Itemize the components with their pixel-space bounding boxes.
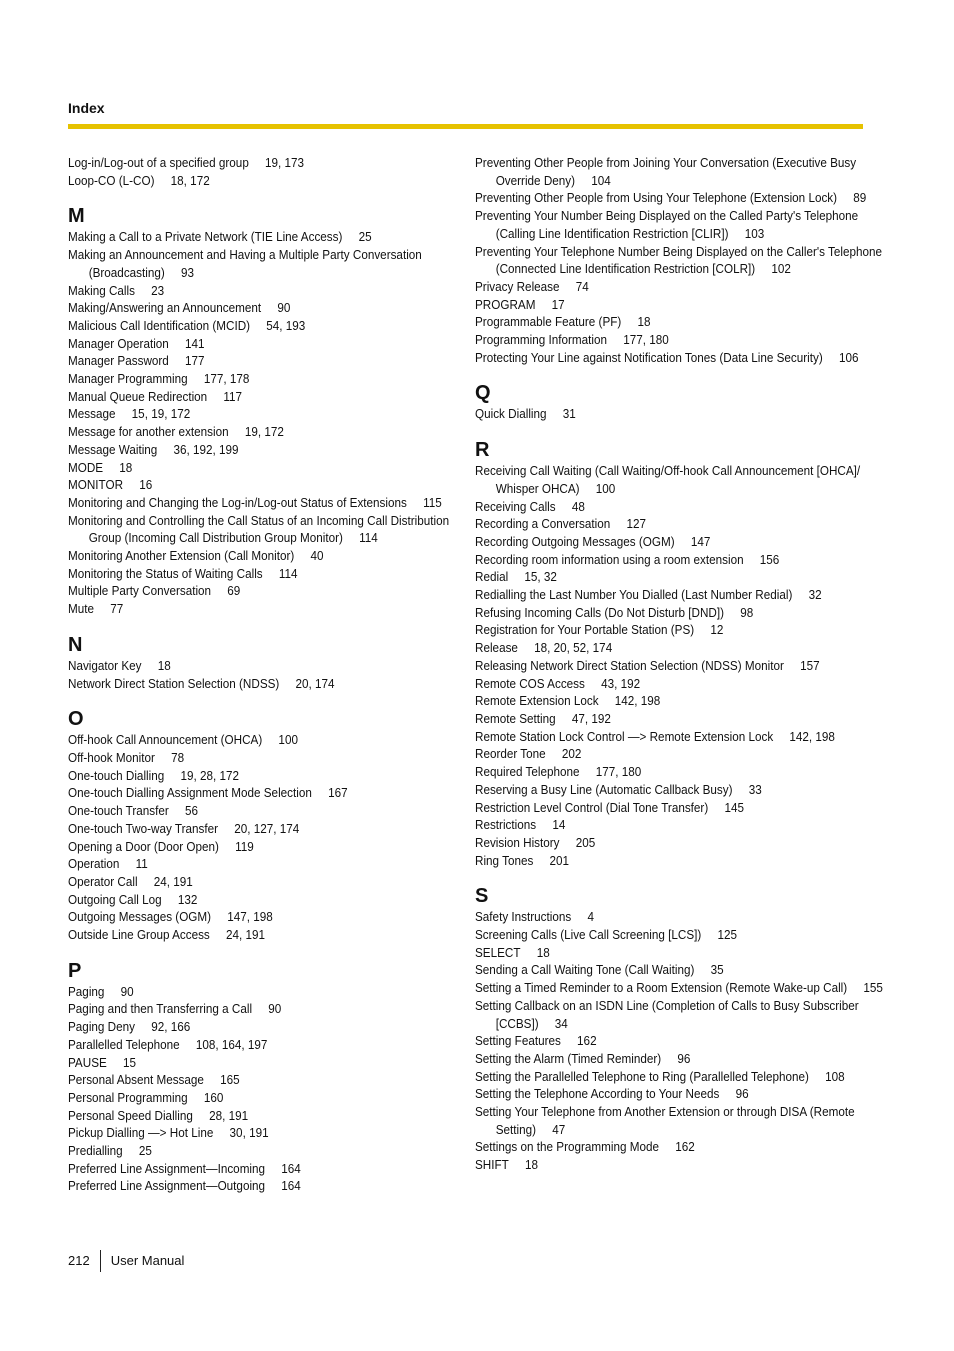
index-entry-term: Releasing Network Direct Station Selection (NDSS) Monitor <box>475 657 784 673</box>
index-entry <box>68 246 473 281</box>
index-entry-term: Network Direct Station Selection (NDSS) <box>68 675 280 691</box>
index-entry-pages[interactable]: 177, 178 <box>203 371 250 387</box>
index-entry-pages[interactable]: 16 <box>139 477 153 493</box>
index-entry-term: Safety Instructions <box>475 909 572 925</box>
index-entry-term: Quick Dialling <box>475 406 547 422</box>
index-entry-term: Pickup Dialling —> Hot Line <box>68 1125 214 1141</box>
index-entry-term: Restrictions <box>475 817 537 833</box>
index-entry <box>475 997 885 1032</box>
index-entry <box>68 1054 473 1072</box>
index-entry-term: Message Waiting <box>68 441 158 457</box>
index-entry-term: Setting the Telephone According to Your Needs <box>475 1086 720 1102</box>
index-entry <box>68 1107 473 1125</box>
index-entry-pages[interactable]: 164 <box>281 1178 301 1194</box>
index-entry-term: Required Telephone <box>475 764 580 780</box>
index-entry-pages[interactable]: 19, 173 <box>265 155 305 170</box>
index-entry <box>475 604 885 622</box>
index-entry <box>68 908 473 926</box>
index-entry <box>475 568 885 586</box>
index-column-right <box>475 154 883 1174</box>
index-entry-pages[interactable]: 18 <box>525 1157 539 1173</box>
index-entry <box>475 154 885 189</box>
index-entry-pages[interactable]: 164 <box>281 1160 301 1176</box>
page-footer <box>68 1250 184 1272</box>
index-entry-term: Restriction Level Control (Dial Tone Transfer) <box>475 799 709 815</box>
index-entry-pages[interactable]: 104 <box>591 172 611 188</box>
index-entry-term: Manager Password <box>68 353 169 369</box>
index-entry <box>475 1085 885 1103</box>
index-entry <box>475 692 885 710</box>
index-entry-term: Preferred Line Assignment—Outgoing <box>68 1178 266 1194</box>
footer-page-number: 212 <box>68 1253 90 1268</box>
index-entry-pages[interactable]: 155 <box>863 980 883 996</box>
index-entry-term: Release <box>475 640 518 656</box>
index-entry <box>68 405 473 423</box>
index-entry-pages[interactable]: 201 <box>549 852 570 868</box>
index-entry-pages[interactable]: 89 <box>853 190 867 206</box>
index-entry-pages[interactable]: 31 <box>562 406 576 422</box>
index-entry <box>68 459 473 477</box>
index-entry-term: Monitoring and Changing the Log-in/Log-out Status of Extensions <box>68 494 407 510</box>
index-entry-term: Redialling the Last Number You Dialled (Last Number Redial) <box>475 587 793 603</box>
index-entry <box>475 296 885 314</box>
index-entry-pages[interactable]: 4 <box>587 909 594 925</box>
index-entry-pages[interactable]: 25 <box>138 1143 152 1159</box>
page-header-title: Index <box>68 100 105 116</box>
index-entry <box>475 1138 885 1156</box>
index-entry <box>68 317 473 335</box>
index-entry-pages[interactable]: 202 <box>561 746 582 762</box>
index-entry-term: SHIFT <box>475 1157 509 1173</box>
index-entry <box>475 349 885 367</box>
index-entry <box>475 639 885 657</box>
index-entry-term: Reserving a Busy Line (Automatic Callback Busy) <box>475 781 733 797</box>
index-entry <box>475 745 885 763</box>
index-entry-term: Message <box>68 406 116 422</box>
index-entry-pages[interactable]: 106 <box>838 349 859 365</box>
index-entry-term: Refusing Incoming Calls (Do Not Disturb [DND]) <box>475 604 725 620</box>
index-entry-term: Receiving Calls <box>475 498 556 514</box>
index-entry <box>68 1000 473 1018</box>
index-entry-term: Outside Line Group Access <box>68 927 210 943</box>
index-entry-term: MODE <box>68 459 104 475</box>
index-entry <box>68 873 473 891</box>
index-entry-term: One-touch Two-way Transfer <box>68 820 219 836</box>
index-entry <box>68 494 473 512</box>
index-entry-pages[interactable]: 92, 166 <box>151 1019 191 1035</box>
index-entry <box>68 228 473 246</box>
index-entry <box>68 154 473 172</box>
index-entry-pages[interactable]: 162 <box>675 1139 695 1155</box>
index-entry-pages[interactable]: 11 <box>135 856 148 872</box>
index-entry-term: Paging Deny <box>68 1019 136 1035</box>
index-entry-term: Log-in/Log-out of a specified group <box>68 155 249 170</box>
index-entry <box>475 979 885 997</box>
index-entry-pages[interactable]: 32 <box>808 587 822 603</box>
index-entry-pages[interactable]: 177, 180 <box>623 332 669 348</box>
index-entry-pages[interactable]: 23 <box>151 282 165 298</box>
index-entry-pages[interactable]: 33 <box>748 781 762 797</box>
index-entry <box>475 1156 885 1174</box>
index-entry <box>68 1124 473 1142</box>
index-entry-term: Revision History <box>475 834 560 850</box>
index-entry-term: PAUSE <box>68 1054 107 1070</box>
index-entry-pages[interactable]: 141 <box>185 335 205 351</box>
index-entry-term: Programmable Feature (PF) <box>475 314 622 330</box>
index-entry-term: Monitoring Another Extension (Call Monitor) <box>68 548 295 564</box>
index-entry <box>68 802 473 820</box>
index-entry <box>475 961 885 979</box>
index-entry-pages[interactable]: 15, 19, 172 <box>131 406 191 422</box>
index-entry-term: Setting Features <box>475 1033 561 1049</box>
index-entry-pages[interactable]: 108, 164, 197 <box>195 1036 268 1052</box>
index-entry-term: Programming Information <box>475 332 608 348</box>
index-entry-term: Making an Announcement and Having a Multiple Party Conversation (Broadcasting) <box>68 247 422 280</box>
index-entry-term: Predialling <box>68 1143 123 1159</box>
index-entry-pages[interactable]: 115 <box>423 494 442 510</box>
index-entry <box>475 728 885 746</box>
index-entry-pages[interactable]: 40 <box>310 548 324 564</box>
index-entry-pages[interactable]: 90 <box>277 300 291 316</box>
index-entry-term: Redial <box>475 569 509 585</box>
index-entry-pages[interactable]: 69 <box>227 583 241 599</box>
index-entry <box>475 852 885 870</box>
index-entry-term: Setting Callback on an ISDN Line (Completion of Calls to Busy Subscriber [CCBS]) <box>475 997 859 1031</box>
index-entry-term: Reorder Tone <box>475 746 546 762</box>
index-entry <box>68 582 473 600</box>
index-entry <box>475 278 885 296</box>
index-section-letter: Q <box>475 382 491 405</box>
index-entry-term: Mute <box>68 601 95 617</box>
index-entry-term: Off-hook Monitor <box>68 749 155 765</box>
index-entry-pages[interactable]: 125 <box>717 927 738 943</box>
index-entry-pages[interactable]: 162 <box>577 1033 597 1049</box>
index-entry-term: One-touch Dialling Assignment Mode Selection <box>68 785 312 801</box>
index-entry <box>475 1068 885 1086</box>
index-entry <box>475 498 885 516</box>
header-rule <box>68 124 863 129</box>
index-entry <box>475 1032 885 1050</box>
index-entry <box>68 731 473 749</box>
index-entry <box>475 710 885 728</box>
index-entry-pages[interactable]: 160 <box>203 1089 224 1105</box>
index-entry <box>68 282 473 300</box>
index-entry <box>475 621 885 639</box>
index-entry-term: Setting a Timed Reminder to a Room Extension (Remote Wake-up Call) <box>475 980 848 996</box>
index-entry-pages[interactable]: 17 <box>551 296 565 312</box>
index-entry <box>68 1089 473 1107</box>
index-entry-term: Settings on the Programming Mode <box>475 1139 660 1155</box>
index-entry-term: Off-hook Call Announcement (OHCA) <box>68 732 263 748</box>
index-entry-pages[interactable]: 14 <box>552 817 566 833</box>
index-entry-pages[interactable]: 19, 28, 172 <box>180 767 240 783</box>
index-entry-pages[interactable]: 117 <box>223 388 243 404</box>
index-entry-term: Preventing Other People from Joining Your Conversation (Executive Busy Override Deny) <box>475 155 857 188</box>
index-entry <box>475 1103 885 1138</box>
index-entry <box>475 944 885 962</box>
index-entry-pages[interactable]: 24, 191 <box>225 927 266 943</box>
index-entry-term: Manager Operation <box>68 335 169 351</box>
index-entry <box>475 551 885 569</box>
index-entry-term: SELECT <box>475 944 521 960</box>
index-entry <box>68 565 473 583</box>
index-entry-pages[interactable]: 142, 198 <box>789 728 835 744</box>
index-entry <box>475 816 885 834</box>
index-entry-pages[interactable]: 147, 198 <box>227 909 273 925</box>
index-entry-pages[interactable]: 114 <box>278 565 298 581</box>
index-entry-term: One-touch Dialling <box>68 767 165 783</box>
index-entry-pages[interactable]: 18, 20, 52, 174 <box>534 640 613 656</box>
index-entry-term: Preferred Line Assignment—Incoming <box>68 1160 266 1176</box>
index-entry-pages[interactable]: 100 <box>595 480 616 496</box>
index-entry-pages[interactable]: 96 <box>677 1050 691 1066</box>
index-entry-pages[interactable]: 205 <box>575 834 596 850</box>
index-entry <box>475 657 885 675</box>
index-entry-term: Personal Absent Message <box>68 1072 204 1088</box>
index-entry-pages[interactable]: 24, 191 <box>153 873 193 889</box>
index-entry-pages[interactable]: 77 <box>110 601 124 617</box>
index-entry <box>68 926 473 944</box>
index-entry <box>68 388 473 406</box>
index-entry-term: Sending a Call Waiting Tone (Call Waiting) <box>475 962 695 978</box>
index-entry <box>475 781 885 799</box>
index-entry-term: Malicious Call Identification (MCID) <box>68 317 251 333</box>
index-entry-pages[interactable]: 114 <box>359 530 378 546</box>
index-entry-pages[interactable]: 157 <box>800 657 820 673</box>
index-entry-pages[interactable]: 18 <box>157 657 171 673</box>
index-entry <box>68 547 473 565</box>
index-entry-term: Receiving Call Waiting (Call Waiting/Off-hook Call Announcement [OHCA]/ Whisper OHCA) <box>475 463 861 496</box>
index-entry <box>475 586 885 604</box>
index-entry <box>68 838 473 856</box>
index-entry <box>68 423 473 441</box>
index-entry-pages[interactable]: 20, 127, 174 <box>234 820 300 836</box>
index-entry-pages[interactable]: 177, 180 <box>595 764 642 780</box>
index-entry <box>68 1177 473 1195</box>
index-entry-term: Outgoing Messages (OGM) <box>68 909 212 925</box>
index-entry-pages[interactable]: 15 <box>122 1054 137 1070</box>
index-entry-term: MONITOR <box>68 477 124 493</box>
index-entry <box>475 834 885 852</box>
index-entry <box>68 441 473 459</box>
index-entry-term: Paging and then Transferring a Call <box>68 1001 253 1017</box>
index-entry <box>475 405 885 423</box>
index-entry <box>475 533 885 551</box>
index-entry <box>68 1160 473 1178</box>
index-entry-pages[interactable]: 28, 191 <box>209 1107 249 1123</box>
index-entry-term: Screening Calls (Live Call Screening [LCS]) <box>475 927 702 943</box>
index-entry-pages[interactable]: 15, 32 <box>524 569 557 585</box>
index-entry-term: Personal Programming <box>68 1089 188 1105</box>
index-entry-pages[interactable]: 90 <box>120 983 134 999</box>
index-entry-term: Manual Queue Redirection <box>68 388 208 404</box>
index-entry <box>475 462 885 497</box>
index-entry-pages[interactable]: 25 <box>358 229 372 245</box>
index-entry-pages[interactable]: 74 <box>575 278 589 294</box>
index-entry <box>68 983 473 1001</box>
index-entry-pages[interactable]: 100 <box>278 732 298 748</box>
index-entry-term: Setting the Parallelled Telephone to Ring (Parallelled Telephone) <box>475 1068 809 1084</box>
index-entry-term: Setting Your Telephone from Another Extension or through DISA (Remote Setting) <box>475 1104 855 1137</box>
index-entry <box>475 926 885 944</box>
index-entry <box>475 675 885 693</box>
index-entry-term: Privacy Release <box>475 278 560 294</box>
index-entry-term: Personal Speed Dialling <box>68 1107 193 1123</box>
index-entry <box>68 749 473 767</box>
index-entry-term: Loop-CO (L-CO) <box>68 172 155 188</box>
index-entry-pages[interactable]: 90 <box>268 1001 282 1017</box>
index-entry-term: Paging <box>68 983 105 999</box>
index-entry-term: Manager Programming <box>68 371 188 387</box>
index-entry-term: Remote COS Access <box>475 675 585 691</box>
index-entry <box>68 784 473 802</box>
index-entry <box>68 370 473 388</box>
index-entry-term: One-touch Transfer <box>68 803 169 819</box>
index-entry-term: Message for another extension <box>68 424 229 440</box>
index-entry-pages[interactable]: 18 <box>536 944 550 960</box>
index-entry <box>68 675 473 693</box>
index-entry-term: PROGRAM <box>475 296 536 312</box>
index-entry <box>68 476 473 494</box>
index-section-letter: M <box>68 205 85 228</box>
index-entry-pages[interactable]: 19, 172 <box>244 424 284 440</box>
index-entry <box>68 1036 473 1054</box>
index-entry-pages[interactable]: 34 <box>554 1015 568 1031</box>
index-entry-pages[interactable]: 43, 192 <box>601 675 641 691</box>
index-entry-pages[interactable]: 142, 198 <box>614 693 661 709</box>
index-entry <box>475 189 885 207</box>
index-entry-pages[interactable]: 96 <box>735 1086 749 1102</box>
footer-document-label: User Manual <box>110 1253 185 1268</box>
index-entry-pages[interactable]: 102 <box>771 261 791 277</box>
index-entry-pages[interactable]: 156 <box>759 551 780 567</box>
index-entry <box>68 891 473 909</box>
index-entry-pages[interactable]: 127 <box>626 516 647 532</box>
index-entry <box>475 763 885 781</box>
index-column-left <box>68 154 453 1195</box>
index-entry <box>475 313 885 331</box>
index-entry-term: Ring Tones <box>475 852 534 868</box>
index-entry-pages[interactable]: 78 <box>171 749 185 765</box>
index-entry <box>475 799 885 817</box>
index-entry-term: Multiple Party Conversation <box>68 583 212 599</box>
index-section-letter: N <box>68 633 83 656</box>
index-entry <box>475 515 885 533</box>
index-entry <box>68 1018 473 1036</box>
index-entry-term: Outgoing Call Log <box>68 891 162 907</box>
index-entry-pages[interactable]: 132 <box>177 891 198 907</box>
index-entry-pages[interactable]: 119 <box>235 838 254 854</box>
index-entry <box>68 855 473 873</box>
index-entry-pages[interactable]: 18 <box>119 459 133 475</box>
index-entry-term: Remote Extension Lock <box>475 693 599 709</box>
index-entry-term: Parallelled Telephone <box>68 1036 180 1052</box>
index-entry <box>68 1142 473 1160</box>
index-entry-term: Preventing Your Telephone Number Being Displayed on the Caller's Telephone (Connected Line Identification Restriction [COLR]) <box>475 243 883 277</box>
index-entry <box>475 243 885 278</box>
index-entry-pages[interactable]: 18 <box>637 314 651 330</box>
index-entry-pages[interactable]: 54, 193 <box>266 317 306 333</box>
index-entry <box>475 331 885 349</box>
index-entry-pages[interactable]: 167 <box>328 785 348 801</box>
index-section-letter: S <box>475 885 489 908</box>
index-entry-term: Monitoring the Status of Waiting Calls <box>68 565 263 581</box>
index-entry-term: Recording room information using a room extension <box>475 551 744 567</box>
index-entry <box>68 299 473 317</box>
index-entry-pages[interactable]: 20, 174 <box>295 675 335 691</box>
index-entry-pages[interactable]: 47, 192 <box>571 710 611 726</box>
index-entry-term: Recording a Conversation <box>475 516 611 532</box>
index-entry-pages[interactable]: 48 <box>571 498 585 514</box>
index-entry-pages[interactable]: 18, 172 <box>170 172 210 188</box>
index-entry-term: Monitoring and Controlling the Call Status of an Incoming Call Distribution Group (Incoming Call Distribution Group Monitor) <box>68 512 450 546</box>
index-entry-pages[interactable]: 103 <box>744 225 765 241</box>
index-entry <box>475 908 885 926</box>
index-entry-pages[interactable]: 165 <box>220 1072 240 1088</box>
index-entry-term: Remote Setting <box>475 710 556 726</box>
index-entry-term: Operator Call <box>68 873 138 889</box>
index-entry <box>68 767 473 785</box>
index-entry-term: Operation <box>68 856 120 872</box>
index-entry <box>475 1050 885 1068</box>
index-section-letter: P <box>68 959 82 982</box>
index-entry <box>68 820 473 838</box>
index-entry <box>68 657 473 675</box>
index-entry-pages[interactable]: 35 <box>710 962 724 978</box>
index-entry-pages[interactable]: 98 <box>740 604 754 620</box>
index-entry-pages[interactable]: 47 <box>552 1121 566 1137</box>
index-entry-term: Opening a Door (Door Open) <box>68 838 219 854</box>
index-entry-pages[interactable]: 36, 192, 199 <box>173 441 239 457</box>
index-entry-term: Registration for Your Portable Station (PS) <box>475 622 695 638</box>
index-entry-term: Setting the Alarm (Timed Reminder) <box>475 1050 662 1066</box>
index-entry-pages[interactable]: 108 <box>825 1068 845 1084</box>
index-entry-pages[interactable]: 145 <box>724 799 744 815</box>
index-entry-pages[interactable]: 30, 191 <box>229 1125 269 1141</box>
index-entry <box>68 512 473 547</box>
index-section-letter: R <box>475 439 490 462</box>
index-entry-term: Protecting Your Line against Notification Tones (Data Line Security) <box>475 349 823 365</box>
index-entry-pages[interactable]: 93 <box>180 264 195 280</box>
index-entry-term: Remote Station Lock Control —> Remote Extension Lock <box>475 728 774 744</box>
index-entry <box>68 1071 473 1089</box>
index-entry <box>68 335 473 353</box>
index-section-letter: O <box>68 708 84 731</box>
index-entry-term: Recording Outgoing Messages (OGM) <box>475 533 675 549</box>
index-entry-term: Navigator Key <box>68 657 142 673</box>
index-entry-term: Making Calls <box>68 282 135 298</box>
index-entry-term: Preventing Other People from Using Your Telephone (Extension Lock) <box>475 190 838 206</box>
index-entry-term: Making/Answering an Announcement <box>68 300 262 316</box>
index-entry-term: Making a Call to a Private Network (TIE Line Access) <box>68 229 343 245</box>
index-entry-pages[interactable]: 56 <box>185 803 199 819</box>
index-entry <box>68 352 473 370</box>
index-entry <box>68 172 473 190</box>
index-entry-term: Preventing Your Number Being Displayed on the Called Party's Telephone (Calling Line Identification Restriction [CLIR]) <box>475 208 859 241</box>
index-entry-pages[interactable]: 147 <box>690 533 711 549</box>
index-entry-pages[interactable]: 177 <box>185 353 205 369</box>
index-entry <box>68 600 473 618</box>
index-entry-pages[interactable]: 12 <box>710 622 724 638</box>
index-entry <box>475 207 885 242</box>
